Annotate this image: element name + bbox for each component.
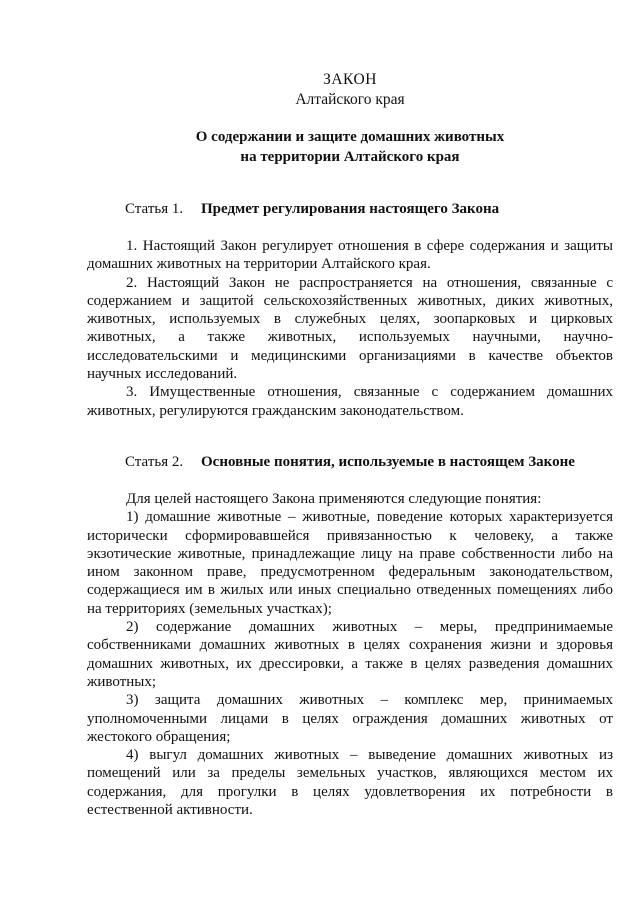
document-type: ЗАКОН	[323, 71, 377, 88]
article-2	[87, 452, 613, 819]
paragraph: Для целей настоящего Закона применяются следующие понятия:	[126, 490, 542, 507]
article-heading	[87, 199, 613, 219]
article-title: Основные понятия, используемые в настоящем Законе	[201, 453, 575, 470]
paragraph: 1. Настоящий Закон регулирует отношения в сфере содержания и защиты домашних животных на территории Алтайского края.	[87, 238, 613, 273]
paragraph: 2. Настоящий Закон не распространяется на отношения, связанные с содержанием и защитой сельскохозяйственных животных, диких животных, животных, используемых в служебных целях, зоопарковых и цирковых животных, а также животных, используемых научными, научно-исследовательскими и медицинскими организациями в качестве объектов научных исследований.	[87, 274, 613, 383]
definition-item: 4) выгул домашних животных – выведение домашних животных из помещений или за пределы земельных участков, являющихся местом их содержания, для прогулки в целях удовлетворения их потребности в естественной активности.	[87, 747, 613, 819]
document-title-line-1: О содержании и защите домашних животных	[195, 129, 505, 145]
article-1	[87, 199, 613, 420]
article-number: Статья 2.	[125, 453, 184, 470]
document-header	[87, 70, 613, 110]
paragraph: 3. Имущественные отношения, связанные с содержанием домашних животных, регулируются гражданским законодательством.	[87, 384, 613, 419]
document-region: Алтайского края	[295, 91, 405, 108]
definition-item: 1) домашние животные – животные, поведение которых характеризуется исторически сформировавшейся привязанностью к человеку, а также экзотические животные, принадлежащие лицу на праве собственности либо на ином законном праве, предусмотренном федеральным законодательством, содержащиеся им в жилых или иных специально отведенных помещениях либо на территориях (земельных участках);	[87, 509, 613, 617]
document-title-line-2: на территории Алтайского края	[240, 149, 460, 165]
article-number: Статья 1.	[125, 201, 184, 217]
definition-item: 3) защита домашних животных – комплекс мер, принимаемых уполномоченными лицами в целях ограждения домашних животных от жестокого обращения;	[87, 692, 613, 745]
definition-item: 2) содержание домашних животных – меры, предпринимаемые собственниками домашних животных в целях сохранения жизни и здоровья домашних животных, их дрессировки, а также в целях разведения домашних животных;	[87, 619, 613, 690]
article-heading	[87, 452, 613, 472]
document-title	[87, 127, 613, 167]
article-title: Предмет регулирования настоящего Закона	[201, 201, 500, 217]
